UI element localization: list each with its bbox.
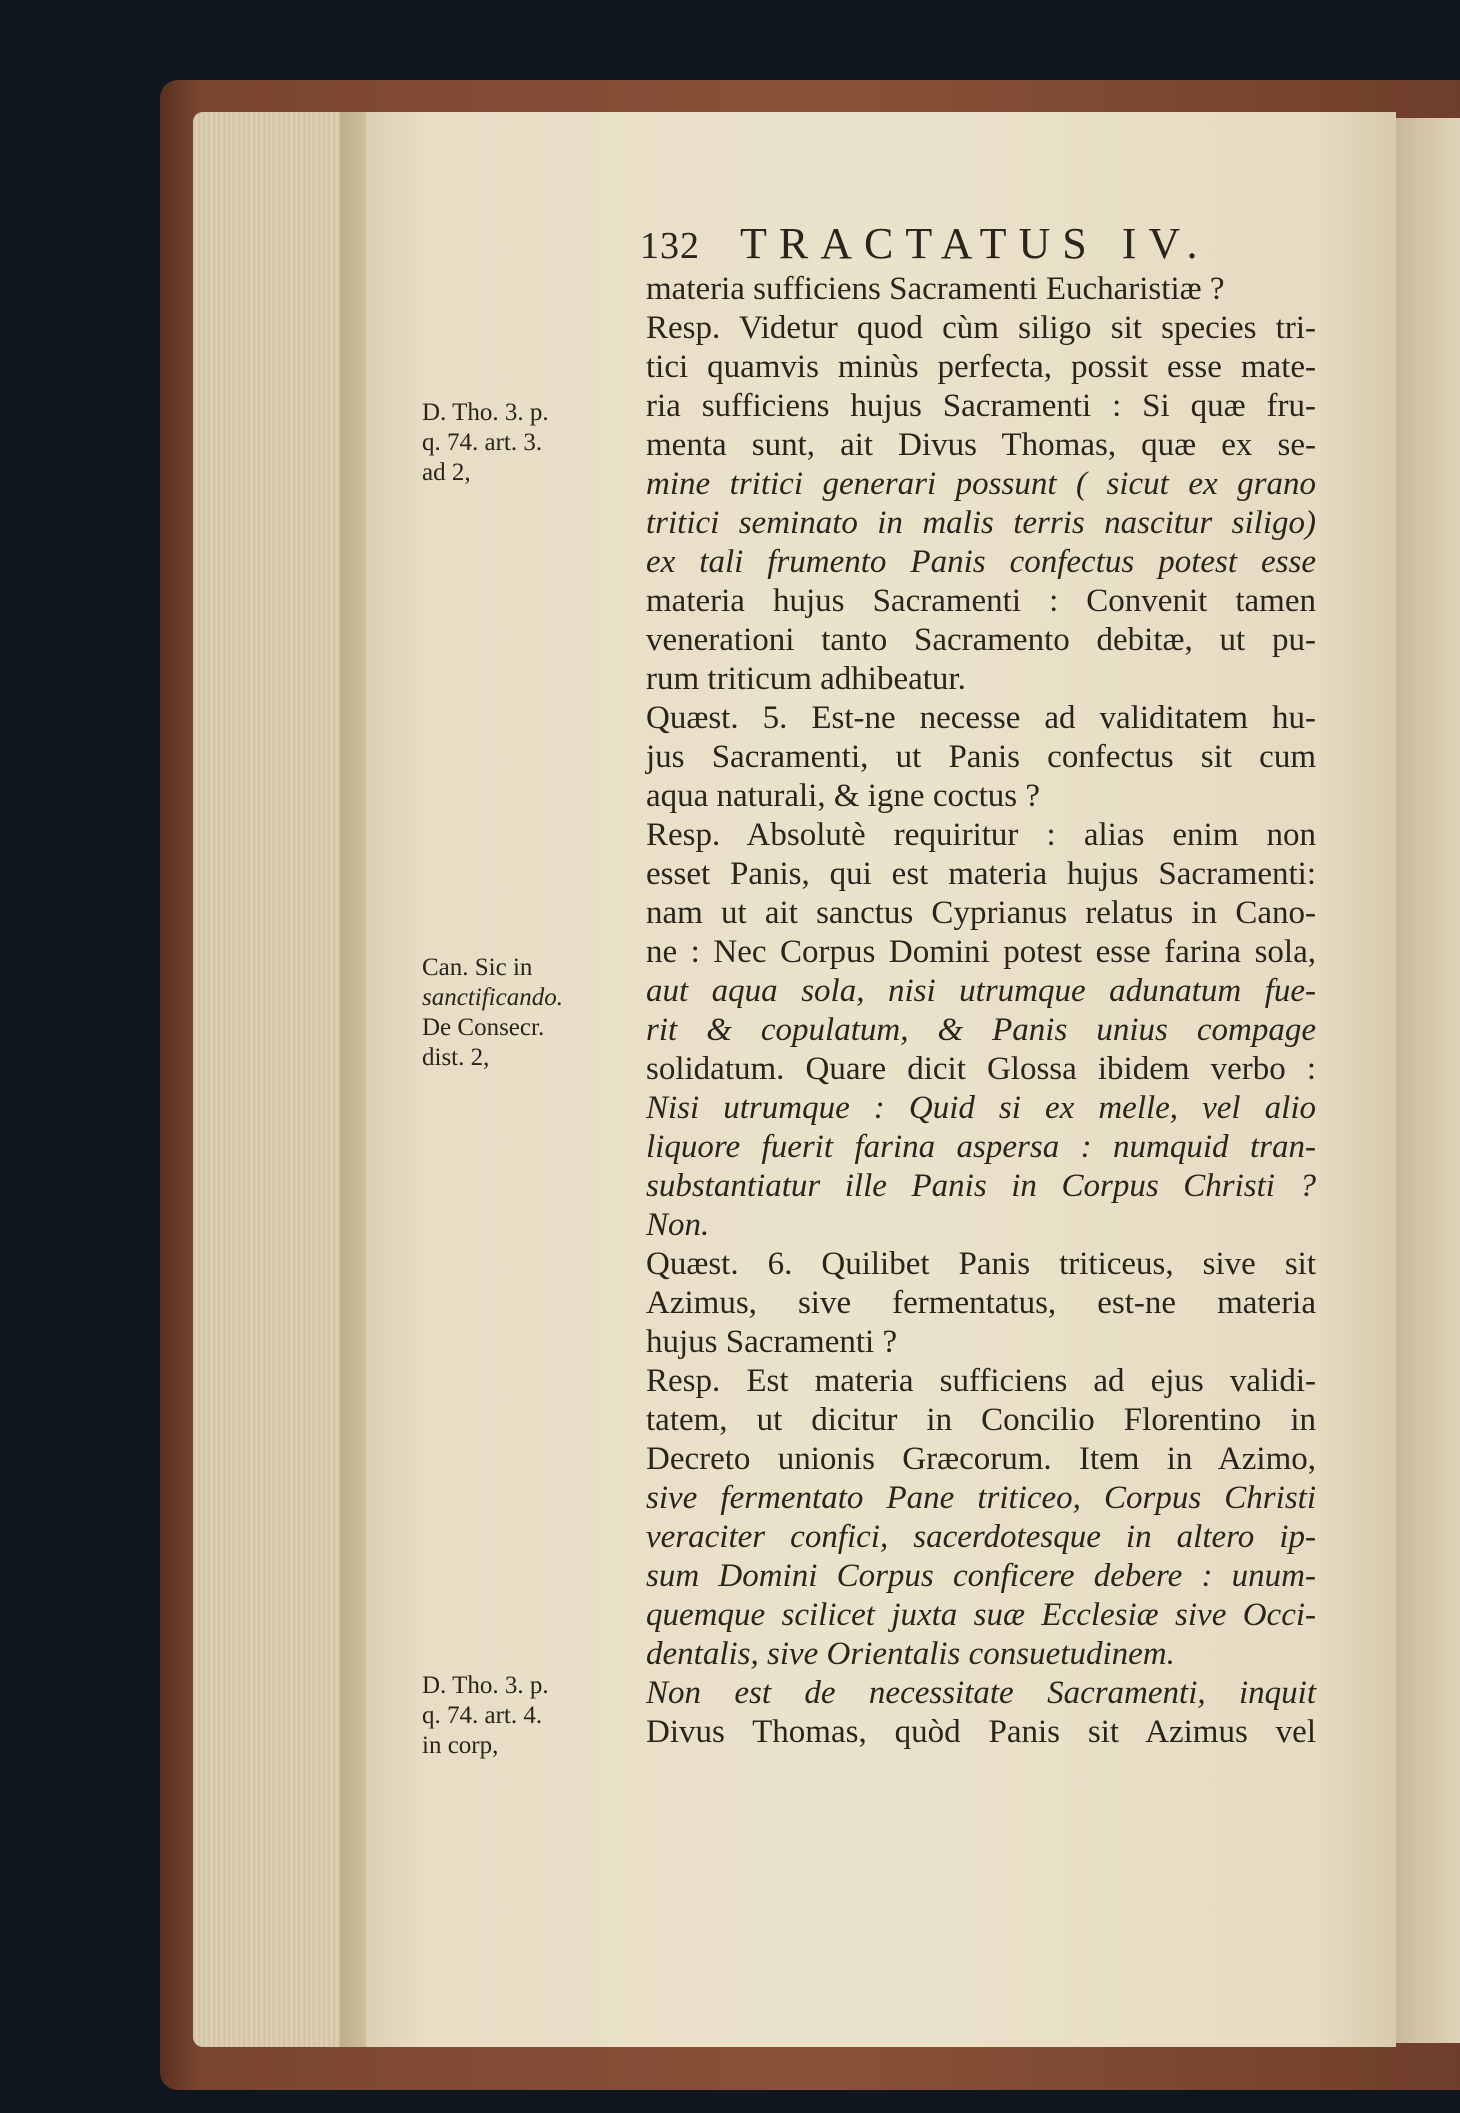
page-number: 132 xyxy=(640,225,700,267)
text-line: liquore fuerit farina aspersa : numquid tran- xyxy=(646,1129,1316,1165)
text-line: veraciter confici, sacerdotesque in altero ip- xyxy=(646,1519,1316,1555)
right-page-edge xyxy=(1396,118,1460,2043)
text-line: venerationi tanto Sacramento debitæ, ut pu- xyxy=(646,622,1316,658)
text-line: Divus Thomas, quòd Panis sit Azimus vel xyxy=(646,1714,1316,1750)
text-line: hujus Sacramenti ? xyxy=(646,1324,898,1360)
text-line: materia hujus Sacramenti : Convenit tamen xyxy=(646,583,1316,619)
text-line: jus Sacramenti, ut Panis confectus sit cum xyxy=(646,739,1316,775)
text-line: Resp. Est materia sufficiens ad ejus validi- xyxy=(646,1363,1316,1399)
text-line: nam ut ait sanctus Cyprianus relatus in Cano- xyxy=(646,895,1316,931)
text-line: quemque scilicet juxta suæ Ecclesiæ sive Occi- xyxy=(646,1597,1316,1633)
text-line: aqua naturali, & igne coctus ? xyxy=(646,778,1041,814)
text-line: Quæst. 5. Est-ne necesse ad validitatem hu- xyxy=(646,700,1316,736)
text-line: menta sunt, ait Divus Thomas, quæ ex se- xyxy=(646,427,1316,463)
text-line: Non. xyxy=(646,1207,710,1243)
margin-line: D. Tho. 3. p. xyxy=(422,399,549,426)
margin-line: q. 74. art. 4. xyxy=(422,1702,543,1729)
text-line: tatem, ut dicitur in Concilio Florentino in xyxy=(646,1402,1316,1438)
margin-note-2 xyxy=(422,953,563,1073)
text-line: substantiatur ille Panis in Corpus Christi ? xyxy=(646,1168,1316,1204)
text-line: solidatum. Quare dicit Glossa ibidem verbo : xyxy=(646,1051,1316,1087)
text-line: materia sufficiens Sacramenti Eucharistiæ ? xyxy=(646,271,1225,307)
text-line: Nisi utrumque : Quid si ex melle, vel alio xyxy=(646,1090,1316,1126)
text-line: aut aqua sola, nisi utrumque adunatum fue- xyxy=(646,973,1316,1009)
text-line: rit & copulatum, & Panis unius compage xyxy=(646,1012,1316,1048)
text-line: mine tritici generari possunt ( sicut ex grano xyxy=(646,466,1316,502)
margin-line: ad 2, xyxy=(422,459,471,486)
text-line: sive fermentato Pane triticeo, Corpus Christi xyxy=(646,1480,1316,1516)
margin-line: dist. 2, xyxy=(422,1044,490,1071)
text-line: Quæst. 6. Quilibet Panis triticeus, sive sit xyxy=(646,1246,1316,1282)
text-line: esset Panis, qui est materia hujus Sacramenti: xyxy=(646,856,1316,892)
text-line: tritici seminato in malis terris nascitur siligo) xyxy=(646,505,1316,541)
text-line: tici quamvis minùs perfecta, possit esse mate- xyxy=(646,349,1316,385)
text-line: rum triticum adhibeatur. xyxy=(646,661,966,697)
text-line: ria sufficiens hujus Sacramenti : Si quæ fru- xyxy=(646,388,1316,424)
text-line: Resp. Absolutè requiritur : alias enim non xyxy=(646,817,1316,853)
text-line: Non est de necessitate Sacramenti, inquit xyxy=(646,1675,1316,1711)
margin-note-3 xyxy=(422,1671,549,1761)
text-line: sum Domini Corpus conficere debere : unum- xyxy=(646,1558,1316,1594)
text-line: Resp. Videtur quod cùm siligo sit species tri- xyxy=(646,310,1316,346)
margin-line: sanctificando. xyxy=(422,984,563,1011)
page-title: TRACTATUS IV. xyxy=(740,219,1210,268)
body-text xyxy=(646,270,1316,1752)
text-line: ne : Nec Corpus Domini potest esse farina sola, xyxy=(646,934,1316,970)
text-line: Azimus, sive fermentatus, est-ne materia xyxy=(646,1285,1316,1321)
text-line: dentalis, sive Orientalis consuetudinem. xyxy=(646,1636,1175,1672)
margin-line: Can. Sic in xyxy=(422,954,533,981)
margin-line: D. Tho. 3. p. xyxy=(422,1672,549,1699)
text-line: ex tali frumento Panis confectus potest esse xyxy=(646,544,1316,580)
running-header xyxy=(640,218,1209,269)
margin-line: q. 74. art. 3. xyxy=(422,429,543,456)
text-line: Decreto unionis Græcorum. Item in Azimo, xyxy=(646,1441,1316,1477)
margin-line: De Consecr. xyxy=(422,1014,545,1041)
margin-note-1 xyxy=(422,398,549,488)
margin-line: in corp, xyxy=(422,1732,499,1759)
